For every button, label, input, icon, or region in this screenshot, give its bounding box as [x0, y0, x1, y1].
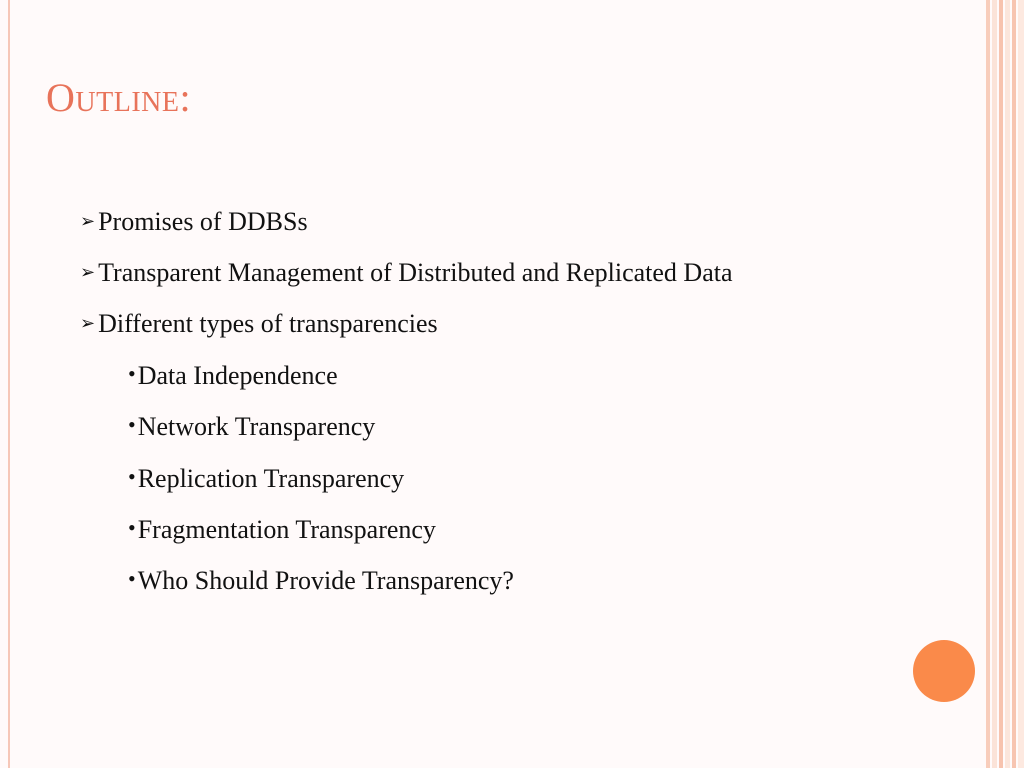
list-item-text: Transparent Management of Distributed and Replicated Data [98, 258, 733, 288]
list-item-text: Who Should Provide Transparency? [137, 566, 514, 596]
dot-bullet-icon: • [128, 463, 136, 489]
stripe [999, 0, 1003, 768]
slide-title: Outline: [46, 75, 192, 120]
list-item [80, 247, 940, 298]
list-item-text: Fragmentation Transparency [137, 515, 436, 545]
list-item [80, 556, 940, 607]
stripe [992, 0, 997, 768]
list-item [80, 453, 940, 504]
dot-bullet-icon: • [128, 566, 136, 592]
list-item [80, 504, 940, 555]
list-item [80, 299, 940, 350]
dot-bullet-icon: • [128, 412, 136, 438]
stripe [1005, 0, 1010, 768]
stripe [1012, 0, 1016, 768]
list-item-text: Data Independence [137, 360, 338, 390]
arrow-bullet-icon: ➢ [80, 262, 96, 283]
dot-bullet-icon: • [128, 360, 136, 386]
decorative-circle [913, 640, 975, 702]
list-item-text: Network Transparency [137, 412, 376, 442]
arrow-bullet-icon: ➢ [80, 313, 96, 334]
left-border-line [8, 0, 10, 768]
dot-bullet-icon: • [128, 515, 136, 541]
outline-list [80, 196, 940, 607]
list-item-text: Replication Transparency [137, 463, 405, 493]
list-item [80, 196, 940, 247]
list-item-text: Different types of transparencies [98, 309, 438, 339]
stripe [1018, 0, 1024, 768]
list-item [80, 350, 940, 401]
arrow-bullet-icon: ➢ [80, 210, 96, 231]
right-decorative-stripes [976, 0, 1024, 768]
list-item-text: Promises of DDBSs [98, 206, 308, 236]
stripe [986, 0, 990, 768]
list-item [80, 402, 940, 453]
